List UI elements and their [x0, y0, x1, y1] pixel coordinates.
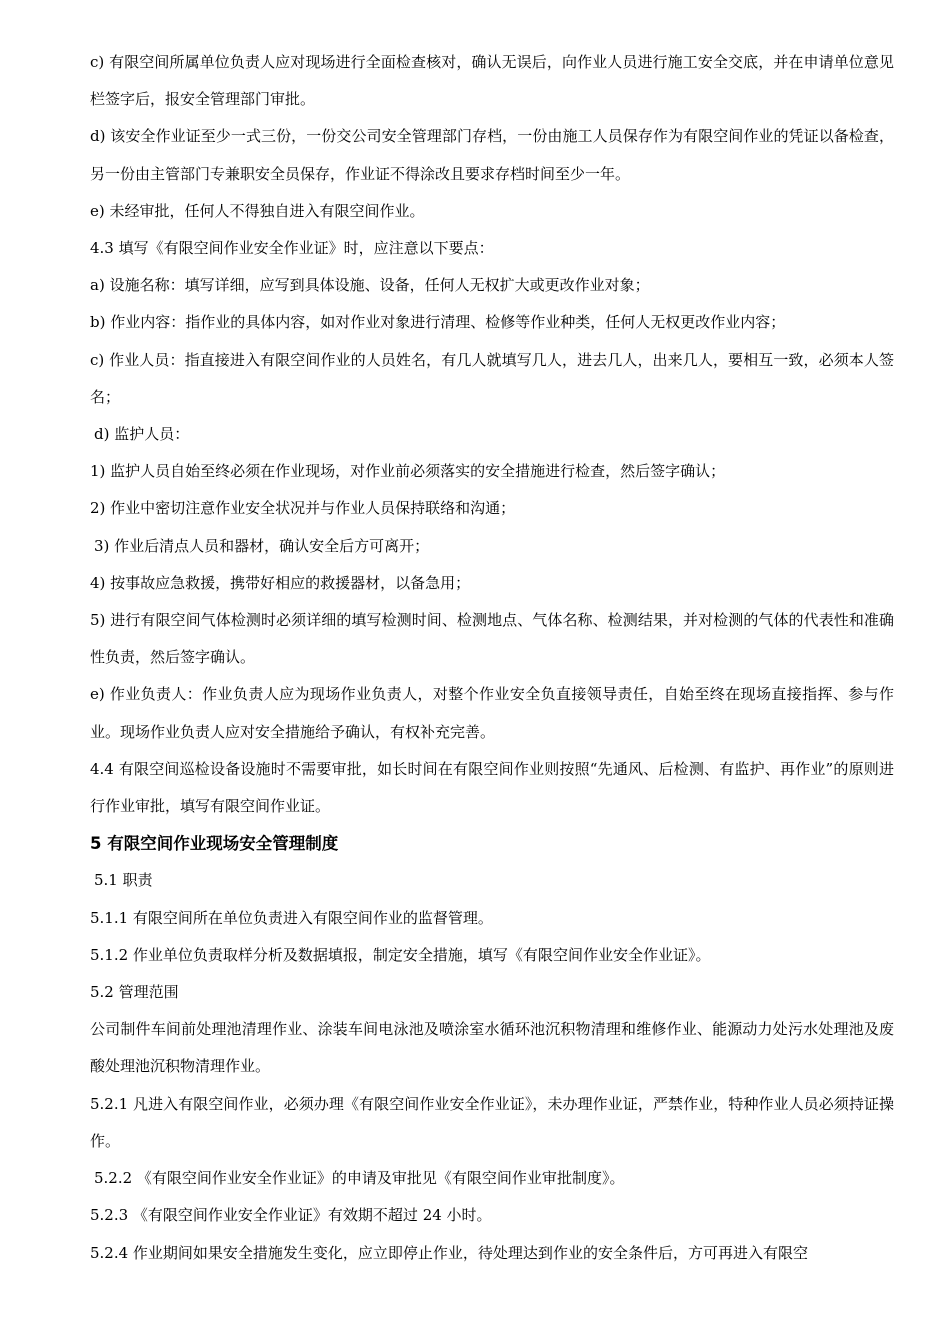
paragraph-5-2-4: 5.2.4 作业期间如果安全措施发生变化，应立即停止作业，待处理达到作业的安全条件后，方可再进入有限空: [90, 1243, 808, 1262]
paragraph-c-approval: c) 有限空间所属单位负责人应对现场进行全面检查核对，确认无误后，向作业人员进行施工安全交底，并在申请单位意见栏签字后，报安全管理部门审批。: [90, 53, 894, 109]
paragraph-4-3: 4.3 填写《有限空间作业安全作业证》时，应注意以下要点：: [90, 239, 494, 258]
paragraph-c-personnel: c) 作业人员：指直接进入有限空间作业的人员姓名，有几人就填写几人，进去几人，出来几人，要相互一致，必须本人签名；: [90, 350, 894, 406]
document-page: [90, 44, 894, 1272]
paragraph-monitor-1: 1) 监护人员自始至终必须在作业现场，对作业前必须落实的安全措施进行检查，然后签字确认；: [90, 462, 726, 481]
section-heading: 5 有限空间作业现场安全管理制度: [90, 834, 339, 854]
paragraph-monitor-3: 3) 作业后清点人员和器材，确认安全后方可离开；: [94, 536, 430, 555]
paragraph-e-leader: e) 作业负责人：作业负责人应为现场作业负责人，对整个作业安全负直接领导责任，自始至终在现场直接指挥、参与作业。现场作业负责人应对安全措施给予确认，有权补充完善。: [90, 685, 894, 741]
paragraph-d-copies: d) 该安全作业证至少一式三份，一份交公司安全管理部门存档，一份由施工人员保存作为有限空间作业的凭证以备检查，另一份由主管部门专兼职安全员保存，作业证不得涂改且要求存档时间至少一年。: [90, 127, 894, 183]
paragraph-a-facility: a) 设施名称：填写详细，应写到具体设施、设备，任何人无权扩大或更改作业对象；: [90, 276, 650, 295]
paragraph-5-1: 5.1 职责: [94, 871, 153, 890]
paragraph-5-1-1: 5.1.1 有限空间所在单位负责进入有限空间作业的监督管理。: [90, 908, 493, 927]
paragraph-5-1-2: 5.1.2 作业单位负责取样分析及数据填报，制定安全措施，填写《有限空间作业安全作业证》。: [90, 945, 711, 964]
paragraph-4-4: 4.4 有限空间巡检设备设施时不需要审批，如长时间在有限空间作业则按照“先通风、后检测、有监护、再作业”的原则进行作业审批，填写有限空间作业证。: [90, 759, 894, 816]
paragraph-5-2-3: 5.2.3 《有限空间作业安全作业证》有效期不超过 24 小时。: [90, 1206, 492, 1225]
paragraph-monitor-2: 2) 作业中密切注意作业安全状况并与作业人员保持联络和沟通；: [90, 499, 516, 518]
paragraph-d-monitor: d) 监护人员：: [94, 425, 190, 444]
paragraph-5-2-2: 5.2.2 《有限空间作业安全作业证》的申请及审批见《有限空间作业审批制度》。: [94, 1169, 625, 1188]
paragraph-b-content: b) 作业内容：指作业的具体内容，如对作业对象进行清理、检修等作业种类，任何人无权更改作业内容；: [90, 313, 786, 332]
paragraph-monitor-4: 4) 按事故应急救援，携带好相应的救援器材，以备急用；: [90, 573, 471, 592]
paragraph-5-2-scope: 公司制件车间前处理池清理作业、涂装车间电泳池及喷涂室水循环池沉积物清理和维修作业、能源动力处污水处理池及废酸处理池沉积物清理作业。: [90, 1020, 894, 1076]
paragraph-5-2-1: 5.2.1 凡进入有限空间作业，必须办理《有限空间作业安全作业证》，未办理作业证，严禁作业，特种作业人员必须持证操作。: [90, 1094, 894, 1150]
paragraph-monitor-5: 5) 进行有限空间气体检测时必须详细的填写检测时间、检测地点、气体名称、检测结果，并对检测的气体的代表性和准确性负责，然后签字确认。: [90, 611, 894, 667]
paragraph-5-2: 5.2 管理范围: [90, 983, 179, 1002]
paragraph-e-no-entry: e) 未经审批，任何人不得独自进入有限空间作业。: [90, 201, 425, 220]
